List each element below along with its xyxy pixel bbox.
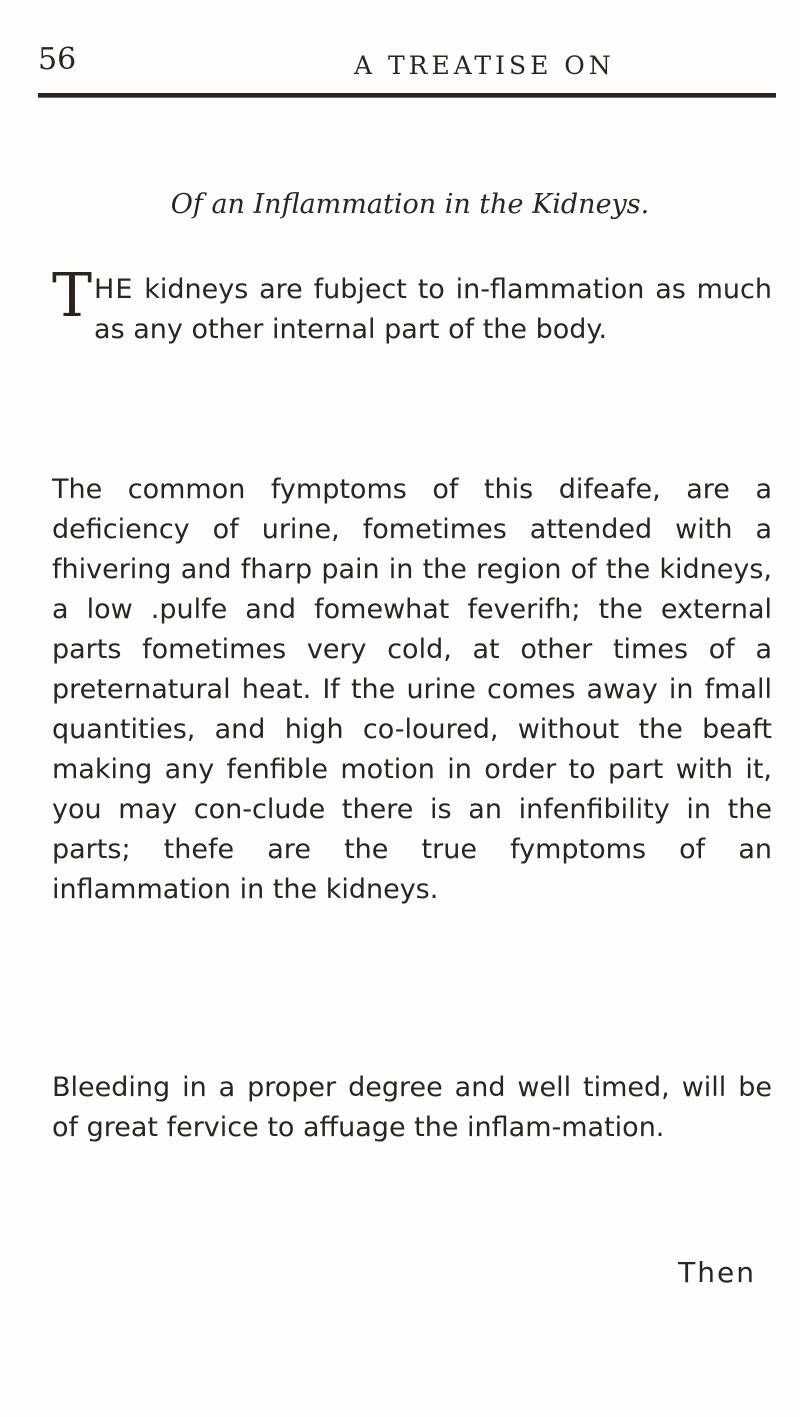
- paragraph-1-text: kidneys are fubject to in-flammation as much as any other internal part of the body.: [94, 274, 772, 345]
- header-rule: [38, 93, 776, 98]
- drop-cap: T: [52, 261, 93, 331]
- opening-smallcaps: HE: [94, 274, 134, 305]
- catchword: Then: [678, 1256, 756, 1289]
- running-title: A TREATISE ON: [354, 51, 615, 80]
- paragraph-2: [52, 470, 772, 910]
- paragraph-2-text: The common fymptoms of this difeafe, are a deficiency of urine, fometimes attended with a fhivering and fharp pain in the region of the kidneys, a low .pulfe and fomewhat feverifh; the external parts fometimes very cold, at other times of a preternatural heat. If the urine comes away in fmall quantities, and high co-loured, without the beaft making any fenfible motion in order to part with it, you may con-clude there is an infenfibility in the parts; thefe are the true fymptoms of an inflammation in the kidneys.: [52, 474, 772, 905]
- page-number: 56: [38, 42, 77, 77]
- paragraph-3: [52, 1068, 772, 1148]
- paragraph-3-text: Bleeding in a proper degree and well timed, will be of great fervice to affuage the inflam-mation.: [52, 1072, 772, 1143]
- running-head: [38, 42, 778, 82]
- paragraph-1: [52, 261, 772, 350]
- section-title: Of an Inflammation in the Kidneys.: [170, 189, 650, 220]
